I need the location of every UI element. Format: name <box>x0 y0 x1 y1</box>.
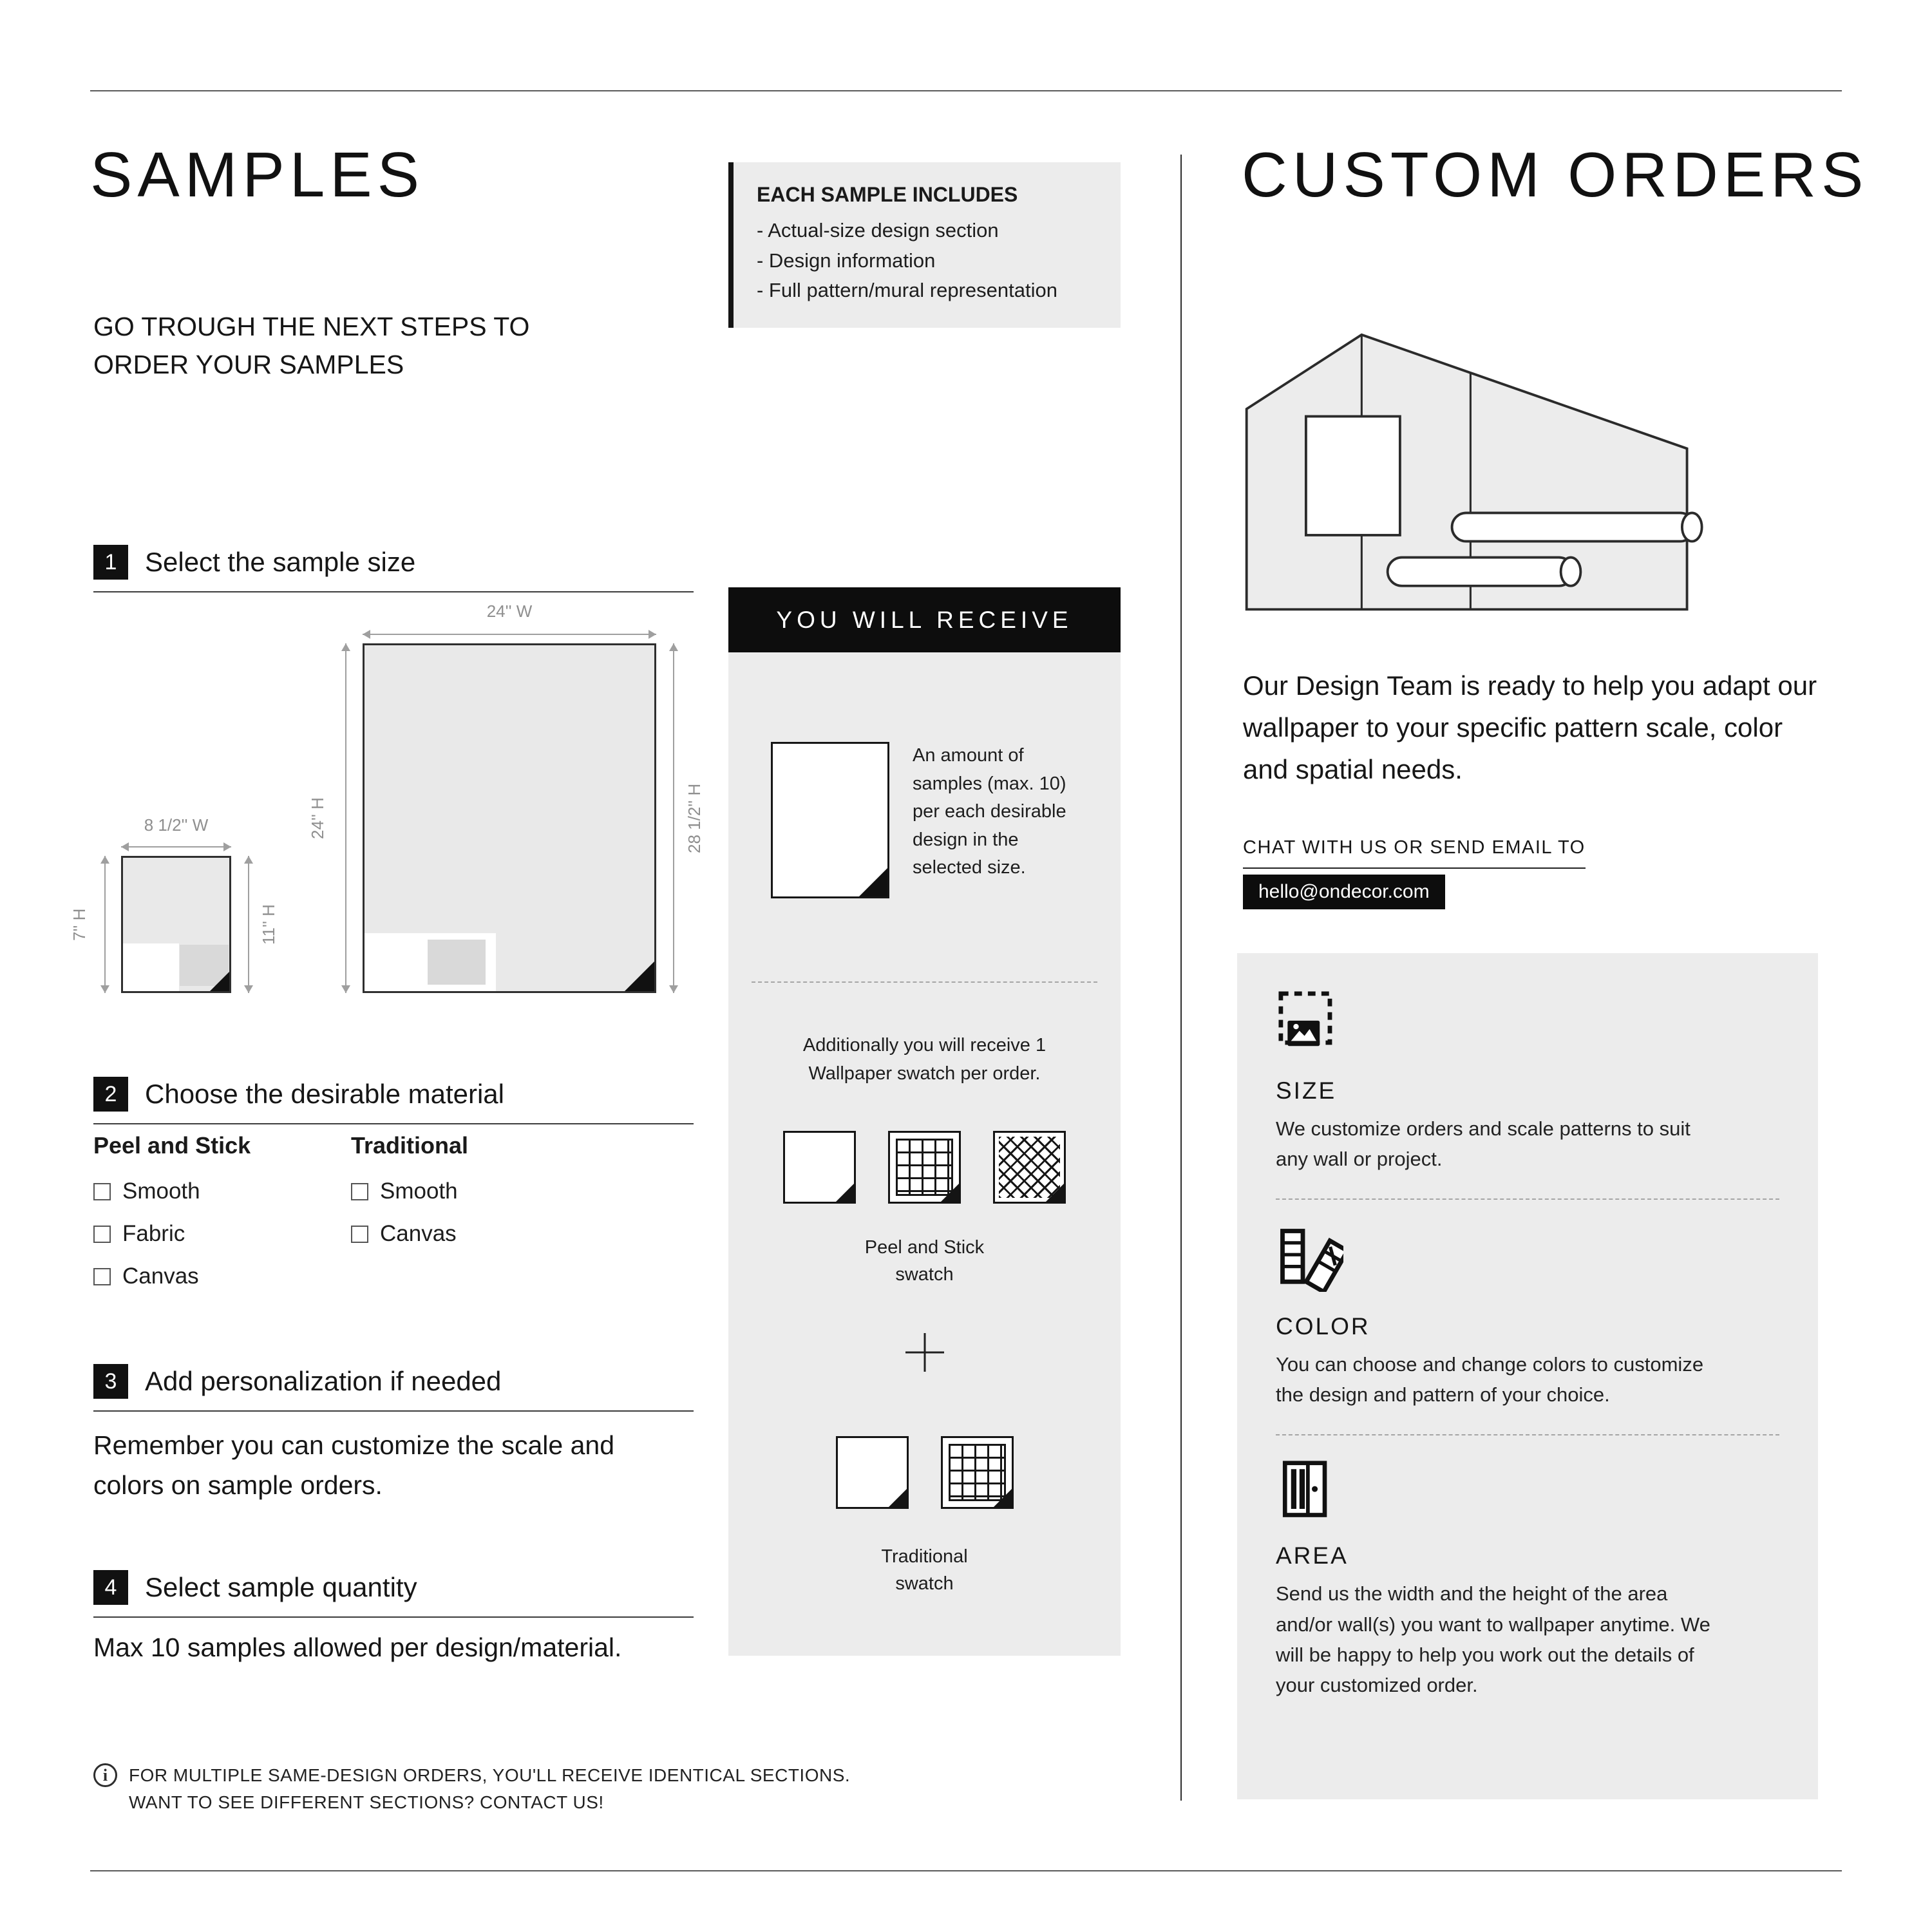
samples-intro: GO TROUGH THE NEXT STEPS TO ORDER YOUR SAMPLES <box>93 312 530 380</box>
small-right-dimension-line <box>248 856 249 993</box>
large-width-dimension-line <box>363 634 656 635</box>
receive-additional-text: Additionally you will receive 1 Wallpaper swatch per order. <box>802 1035 1046 1084</box>
receive-header: YOU WILL RECEIVE <box>728 587 1121 652</box>
step-4-title: Select sample quantity <box>145 1572 417 1602</box>
feature-name-area: AREA <box>1276 1542 1349 1569</box>
plus-icon <box>905 1333 944 1372</box>
checkbox-icon <box>93 1183 111 1200</box>
sample-pattern-square <box>428 940 486 985</box>
wall-with-wallpaper-rolls-illustration <box>1242 330 1712 614</box>
feature-text-area: Send us the width and the height of the area and/or wall(s) you want to wallpaper anytime. We will be happy to help you work out the details of your customized order. <box>1276 1582 1710 1696</box>
crosshatch-swatch-icon <box>993 1131 1066 1204</box>
blank-swatch-icon <box>836 1436 909 1509</box>
small-left-height-label: 7'' H <box>70 908 89 941</box>
material-option-canvas <box>351 1221 468 1247</box>
step-1-title: Select the sample size <box>145 547 416 577</box>
samples-title: SAMPLES <box>90 139 424 210</box>
dashed-divider <box>1276 1198 1779 1200</box>
footer-note <box>93 1762 853 1816</box>
includes-item: - Full pattern/mural representation <box>757 279 1057 301</box>
large-left-dimension-line <box>345 643 346 993</box>
folded-corner-icon <box>859 868 887 896</box>
grid-swatch-icon <box>941 1436 1014 1509</box>
email-badge[interactable]: hello@ondecor.com <box>1243 875 1445 909</box>
traditional-swatch-label: Traditional swatch <box>881 1546 968 1595</box>
option-label: Fabric <box>122 1221 185 1246</box>
material-option-canvas <box>93 1264 251 1289</box>
receive-samples-text: An amount of samples (max. 10) per each desirable design in the selected size. <box>913 745 1066 878</box>
column-divider <box>1180 155 1182 1801</box>
quantity-note: Max 10 samples allowed per design/material. <box>93 1633 622 1662</box>
blank-swatch-icon <box>783 1131 856 1204</box>
peel-swatch-label: Peel and Stick swatch <box>864 1237 985 1285</box>
large-sample-sheet <box>363 643 656 993</box>
footer-note-text: FOR MULTIPLE SAME-DESIGN ORDERS, YOU'LL RECEIVE IDENTICAL SECTIONS. WANT TO SEE DIFFERENT SECTIONS? CONTACT US! <box>129 1765 851 1812</box>
large-right-height-label: 28 1/2'' H <box>685 783 704 853</box>
grid-swatch-icon <box>888 1131 961 1204</box>
bottom-rule <box>90 1870 1842 1871</box>
custom-features-panel <box>1237 953 1818 1799</box>
door-area-icon <box>1276 1460 1779 1524</box>
large-right-dimension-line <box>673 643 674 993</box>
material-column-peel-and-stick <box>93 1132 251 1306</box>
material-title: Traditional <box>351 1132 469 1159</box>
option-label: Smooth <box>122 1179 200 1204</box>
step-2-number: 2 <box>93 1077 128 1112</box>
dashed-divider <box>752 981 1097 983</box>
color-swatches-icon <box>1276 1224 1779 1295</box>
folded-corner-icon <box>210 972 229 991</box>
traditional-swatch-row <box>728 1436 1121 1509</box>
material-column-traditional <box>351 1132 468 1264</box>
material-option-smooth <box>351 1179 468 1204</box>
folded-corner-icon <box>994 1489 1012 1507</box>
step-3-number: 3 <box>93 1364 128 1399</box>
material-option-fabric <box>93 1221 251 1247</box>
option-label: Canvas <box>380 1221 457 1246</box>
step-1 <box>93 545 694 592</box>
material-option-smooth <box>93 1179 251 1204</box>
you-will-receive-panel <box>728 587 1121 1656</box>
feature-text-size: We customize orders and scale patterns to suit any wall or project. <box>1276 1117 1690 1171</box>
folded-corner-icon <box>836 1184 854 1202</box>
folded-corner-icon <box>889 1489 907 1507</box>
sample-includes-box <box>728 162 1121 328</box>
material-title: Peel and Stick <box>93 1132 251 1159</box>
folded-corner-icon <box>1046 1184 1064 1202</box>
step-3 <box>93 1364 694 1412</box>
step-2-title: Choose the desirable material <box>145 1079 504 1109</box>
folded-corner-icon <box>941 1184 959 1202</box>
checkbox-icon <box>93 1268 111 1285</box>
feature-name-size: SIZE <box>1276 1077 1337 1104</box>
info-icon <box>93 1763 117 1787</box>
includes-item: - Actual-size design section <box>757 219 999 242</box>
dashed-divider <box>1276 1434 1779 1435</box>
option-label: Canvas <box>122 1264 199 1289</box>
personalization-note: Remember you can customize the scale and colors on sample orders. <box>93 1430 615 1500</box>
large-width-label: 24'' W <box>486 601 533 621</box>
small-width-label: 8 1/2'' W <box>144 815 209 835</box>
checkbox-icon <box>93 1226 111 1243</box>
sample-section-area <box>123 943 179 991</box>
step-1-number: 1 <box>93 545 128 580</box>
peel-swatch-row <box>728 1131 1121 1204</box>
step-3-title: Add personalization if needed <box>145 1366 502 1396</box>
small-right-height-label: 11'' H <box>259 904 278 945</box>
sample-sheet-icon <box>771 742 889 898</box>
top-rule <box>90 90 1842 91</box>
feature-text-color: You can choose and change colors to customize the design and pattern of your choice. <box>1276 1353 1704 1406</box>
custom-orders-intro: Our Design Team is ready to help you adapt our wallpaper to your specific pattern scale, color and spatial needs. <box>1243 670 1817 785</box>
checkbox-icon <box>351 1226 368 1243</box>
option-label: Smooth <box>380 1179 458 1204</box>
small-sample-sheet <box>121 856 231 993</box>
includes-item: - Design information <box>757 249 936 272</box>
checkbox-icon <box>351 1183 368 1200</box>
small-width-dimension-line <box>121 846 231 848</box>
step-2 <box>93 1077 694 1124</box>
includes-title: EACH SAMPLE INCLUDES <box>757 183 1018 206</box>
custom-orders-title: CUSTOM ORDERS <box>1242 139 1869 210</box>
small-left-dimension-line <box>104 856 106 993</box>
large-left-height-label: 24'' H <box>308 797 327 839</box>
feature-name-color: COLOR <box>1276 1313 1370 1340</box>
step-4 <box>93 1570 694 1618</box>
folded-corner-icon <box>625 961 654 991</box>
step-4-number: 4 <box>93 1570 128 1605</box>
size-selection-icon <box>1276 989 1779 1059</box>
chat-with-us-label: CHAT WITH US OR SEND EMAIL TO <box>1243 837 1586 869</box>
